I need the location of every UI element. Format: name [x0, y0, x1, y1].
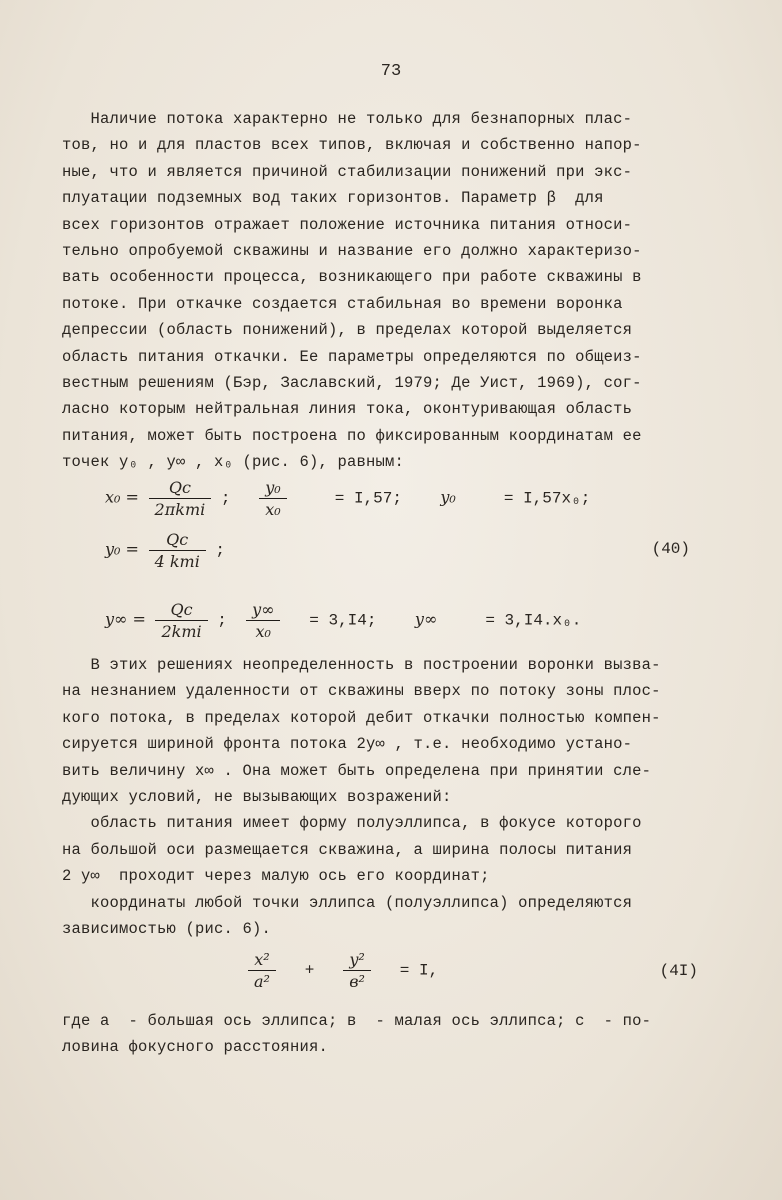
- eq3-value-2: = 3,I4.x₀.: [485, 611, 582, 630]
- eq3-frac1-num: Qc: [155, 600, 207, 621]
- paragraph-uncertainty: [62, 652, 712, 942]
- para2-line: на незнанием удаленности от скважины вверх по потоку зоны плос-: [62, 682, 661, 701]
- para2-line: область питания имеет форму полуэллипса, в фокусе которого: [62, 814, 642, 833]
- ellipse-num-1: x²: [248, 950, 276, 971]
- para2-line: зависимостью (рис. 6).: [62, 920, 272, 939]
- ellipse-plus: +: [304, 961, 315, 980]
- eq1-lhs: x₀ =: [105, 487, 139, 507]
- para1-line: вестным решениям (Бэр, Заславский, 1979; Де Уист, 1969), сог-: [62, 374, 642, 393]
- para1-line: всех горизонтов отражает положение источника питания относи-: [62, 215, 633, 234]
- eq1-fraction-1: [149, 478, 212, 519]
- eq2-fraction: [149, 530, 206, 571]
- page-number: 73: [380, 62, 402, 81]
- para1-line: ные, что и является причиной стабилизации понижений при экс-: [62, 162, 633, 181]
- eq2-frac-den: 4 kmi: [154, 552, 200, 571]
- para1-line: плуатации подземных вод таких горизонтов. Параметр β для: [62, 189, 604, 208]
- ellipse-fraction-1: [248, 950, 276, 991]
- equation-row-3: y∞ = $\frac{Qc}{\text{2kmi}}$ ; $\frac{y\infty}{\text{x₀}}$ = 3,I4; y∞ = 3,I4.x₀.: [105, 600, 582, 641]
- para1-line: область питания откачки. Ее параметры определяются по общеиз-: [62, 347, 642, 366]
- para2-line: кого потока, в пределах которой дебит откачки полностью компен-: [62, 708, 661, 727]
- para1-line: Наличие потока характерно не только для безнапорных плас-: [62, 110, 633, 128]
- para1-line: потоке. При откачке создается стабильная во времени воронка: [62, 294, 623, 313]
- para1-line: точек y₀ , y∞ , x₀ (рис. 6), равным:: [62, 453, 405, 472]
- para1-line: тельно опробуемой скважины и название его должно характеризо-: [62, 242, 642, 261]
- para2-line: сируется шириной фронта потока 2y∞ , т.е. необходимо устано-: [62, 735, 633, 754]
- paragraph-intro: [62, 106, 712, 476]
- eq2-semicolon: ;: [215, 541, 226, 560]
- para3-line: где a - большая ось эллипса; в - малая ось эллипса; c - по-: [62, 1012, 652, 1030]
- eq3-frac1-den: 2kmi: [161, 622, 202, 641]
- para1-line: тов, но и для пластов всех типов, включая и собственно напор-: [62, 136, 642, 155]
- eq2-lhs: y₀ =: [105, 539, 139, 559]
- para2-line: координаты любой точки эллипса (полуэллипса) определяются: [62, 893, 633, 912]
- ellipse-fraction-2: [343, 950, 371, 991]
- eq1-y0: y₀: [440, 487, 456, 507]
- eq1-frac1-den: 2πkmi: [154, 500, 206, 519]
- paragraph-definitions: [62, 1008, 712, 1061]
- eq3-lhs: y∞ =: [105, 609, 146, 629]
- eq1-value-1: = I,57;: [334, 489, 402, 508]
- equation-ellipse: [248, 950, 438, 991]
- para1-line: ласно которым нейтральная линия тока, оконтуривающая область: [62, 400, 633, 419]
- eq3-yinf: y∞: [414, 609, 438, 629]
- equation-number-41: (4I): [659, 962, 698, 980]
- eq1-frac1-num: Qc: [149, 478, 212, 499]
- eq3-value-1: = 3,I4;: [309, 611, 377, 630]
- eq1-frac2-num: y₀: [259, 478, 286, 499]
- eq3-frac2-num: y∞: [246, 600, 280, 621]
- ellipse-num-2: y²: [343, 950, 371, 971]
- eq3-fraction-2: [246, 600, 280, 641]
- equation-row-2: [105, 530, 225, 571]
- ellipse-den-2: в²: [349, 972, 365, 991]
- eq2-frac-num: Qc: [149, 530, 206, 551]
- eq3-frac2-den: x₀: [255, 622, 271, 641]
- para2-line: В этих решениях неопределенность в построении воронки вызва-: [62, 656, 661, 674]
- para2-line: дующих условий, не вызывающих возражений:: [62, 788, 452, 807]
- para1-line: вать особенности процесса, возникающего при работе скважины в: [62, 268, 642, 287]
- eq1-fraction-2: [259, 478, 286, 519]
- ellipse-den-1: a²: [254, 972, 270, 991]
- equation-row-1: x₀ = $\frac{Qc}{\text{2πkmi}}$ ; $\frac{\text{y₀}}{\text{x₀}}$ = I,57; y₀ = I,57x₀;: [105, 478, 591, 519]
- para2-line: вить величину x∞ . Она может быть определена при принятии сле-: [62, 761, 652, 780]
- eq3-fraction-1: [155, 600, 207, 641]
- equation-number-40: (40): [651, 540, 690, 558]
- para1-line: депрессии (область понижений), в пределах которой выделяется: [62, 321, 633, 340]
- para1-line: питания, может быть построена по фиксированным координатам ее: [62, 426, 642, 445]
- para3-line: ловина фокусного расстояния.: [62, 1038, 329, 1057]
- para2-line: на большой оси размещается скважина, а ширина полосы питания: [62, 840, 633, 859]
- eq1-frac2-den: x₀: [265, 500, 281, 519]
- eq1-value-2: = I,57x₀;: [503, 489, 591, 508]
- ellipse-rhs: = I,: [399, 961, 439, 980]
- para2-line: 2 y∞ проходит через малую ось его координат;: [62, 867, 490, 886]
